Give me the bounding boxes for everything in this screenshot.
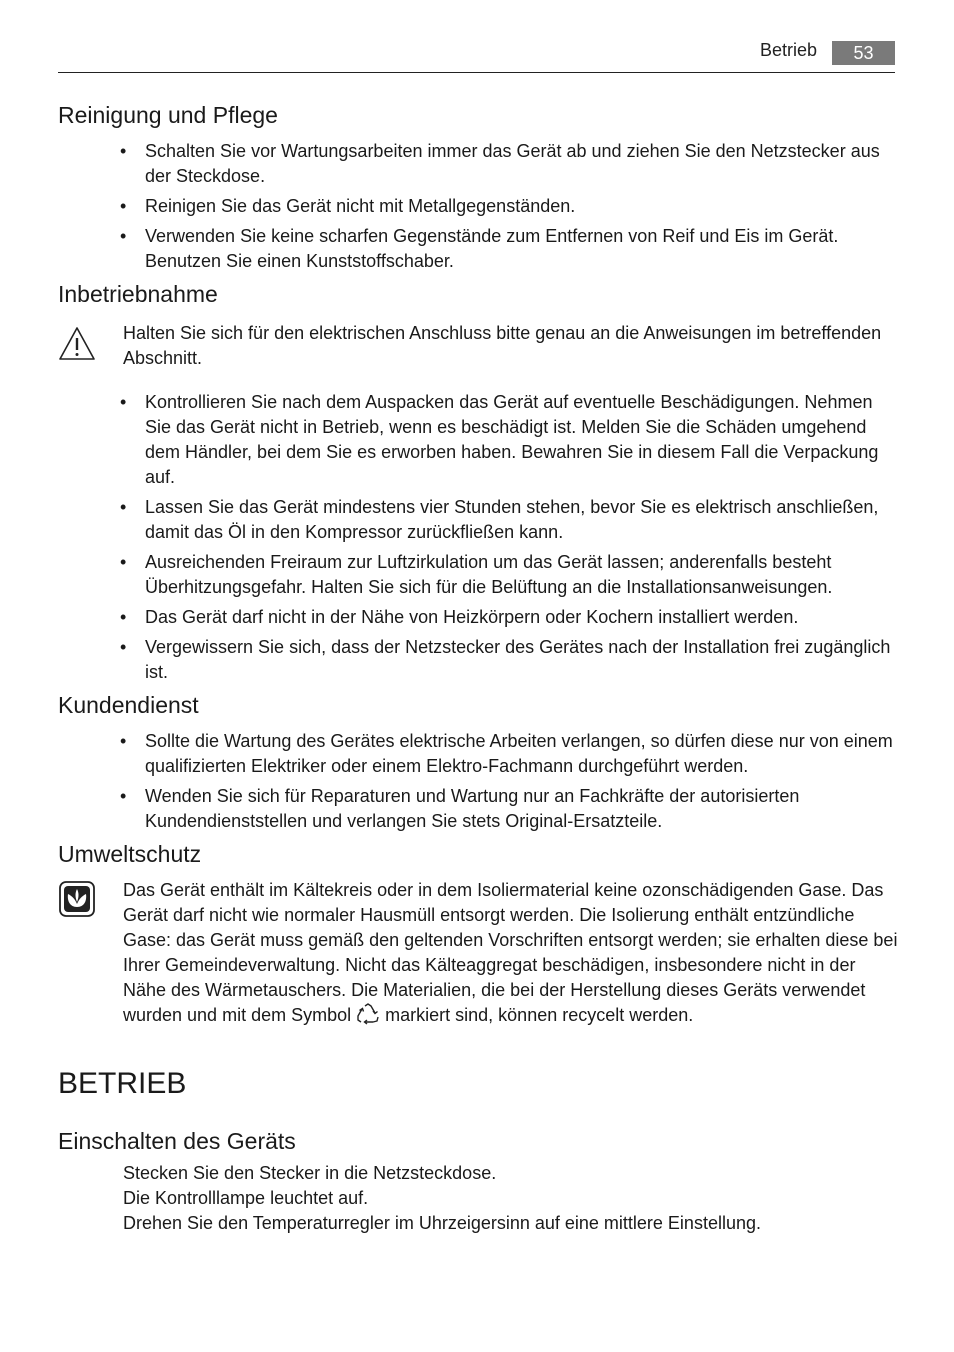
heading-reinigung: Reinigung und Pflege <box>58 102 278 128</box>
list-item: • Wenden Sie sich für Reparaturen und Wartung nur an Fachkräfte der autorisierten Kundendienststellen und verlangen Sie stets Original-Ersatzteile. <box>120 786 800 831</box>
environment-note <box>58 878 898 1028</box>
list-item: • Vergewissern Sie sich, dass der Netzstecker des Gerätes nach der Installation frei zugänglich ist. <box>120 637 891 682</box>
warning-text: Halten Sie sich für den elektrischen Anschluss bitte genau an die Anweisungen im betreffenden Abschnitt. <box>123 323 882 368</box>
einschalten-text <box>58 1161 898 1236</box>
heading-einschalten: Einschalten des Geräts <box>58 1128 296 1154</box>
environment-text-end: markiert sind, können recycelt werden. <box>385 1005 694 1025</box>
page-header <box>58 38 895 73</box>
list-item: • Kontrollieren Sie nach dem Auspacken das Gerät auf eventuelle Beschädigungen. Nehmen Sie das Gerät nicht in Betrieb, wenn es beschädigt ist. Melden Sie die Schäden umgehend dem Händler, bei dem Sie es erworben haben. Bewahren Sie in diesem Fall die Verpackung auf. <box>120 392 879 487</box>
warning-triangle-icon <box>58 325 96 363</box>
page-number: 53 <box>832 41 895 65</box>
list-item: • Sollte die Wartung des Gerätes elektrische Arbeiten verlangen, so dürfen diese nur von einem qualifizierten Elektriker oder einem Elektro-Fachmann durchgeführt werden. <box>120 731 893 776</box>
list-item: • Reinigen Sie das Gerät nicht mit Metallgegenständen. <box>120 196 576 216</box>
header-section-title: Betrieb <box>759 40 817 60</box>
heading-kundendienst: Kundendienst <box>58 692 199 718</box>
instruction-line: Die Kontrolllampe leuchtet auf. <box>123 1188 369 1208</box>
list-item: • Schalten Sie vor Wartungsarbeiten immer das Gerät ab und ziehen Sie den Netzstecker aus der Steckdose. <box>120 141 880 186</box>
list-kundendienst <box>58 729 898 834</box>
list-reinigung <box>58 139 898 274</box>
warning-note <box>58 321 898 371</box>
heading-betrieb: BETRIEB <box>58 1067 187 1100</box>
instruction-line: Stecken Sie den Stecker in die Netzsteckdose. <box>123 1163 497 1183</box>
heading-umweltschutz: Umweltschutz <box>58 841 202 867</box>
heading-inbetriebnahme: Inbetriebnahme <box>58 281 218 307</box>
environment-text: Das Gerät enthält im Kältekreis oder in dem Isoliermaterial keine ozonschädigenden Gase. Das Gerät darf nicht wie normaler Hausmüll entsorgt werden. Die Isolierung enthält entzündliche Gase: das Gerät muss gemäß den geltenden Vorschriften entsorgt werden; sie erhalten diese bei Ihrer Gemeindeverwaltung. Nicht das Kälteaggregat beschädigen, insbesondere nicht in der Nähe des Wärmetauschers. Die Materialien, die bei der Herstellung dieses Geräts verwendet wurden und mit dem Symbol <box>123 880 898 1025</box>
list-item: • Das Gerät darf nicht in der Nähe von Heizkörpern oder Kochern installiert werden. <box>120 607 799 627</box>
list-item: • Lassen Sie das Gerät mindestens vier Stunden stehen, bevor Sie es elektrisch anschließen, damit das Öl in den Kompressor zurückfließen kann. <box>120 497 879 542</box>
recycling-icon <box>356 1003 380 1025</box>
instruction-line: Drehen Sie den Temperaturregler im Uhrzeigersinn auf eine mittlere Einstellung. <box>123 1213 761 1233</box>
page-content <box>58 100 898 1236</box>
list-item: • Verwenden Sie keine scharfen Gegenstände zum Entfernen von Reif und Eis im Gerät. Benutzen Sie einen Kunststoffschaber. <box>120 226 839 271</box>
list-item: • Ausreichenden Freiraum zur Luftzirkulation um das Gerät lassen; anderenfalls besteht Überhitzungsgefahr. Halten Sie sich für die Belüftung an die Installationsanweisungen. <box>120 552 833 597</box>
environment-icon <box>58 880 96 918</box>
list-inbetriebnahme <box>58 390 898 685</box>
